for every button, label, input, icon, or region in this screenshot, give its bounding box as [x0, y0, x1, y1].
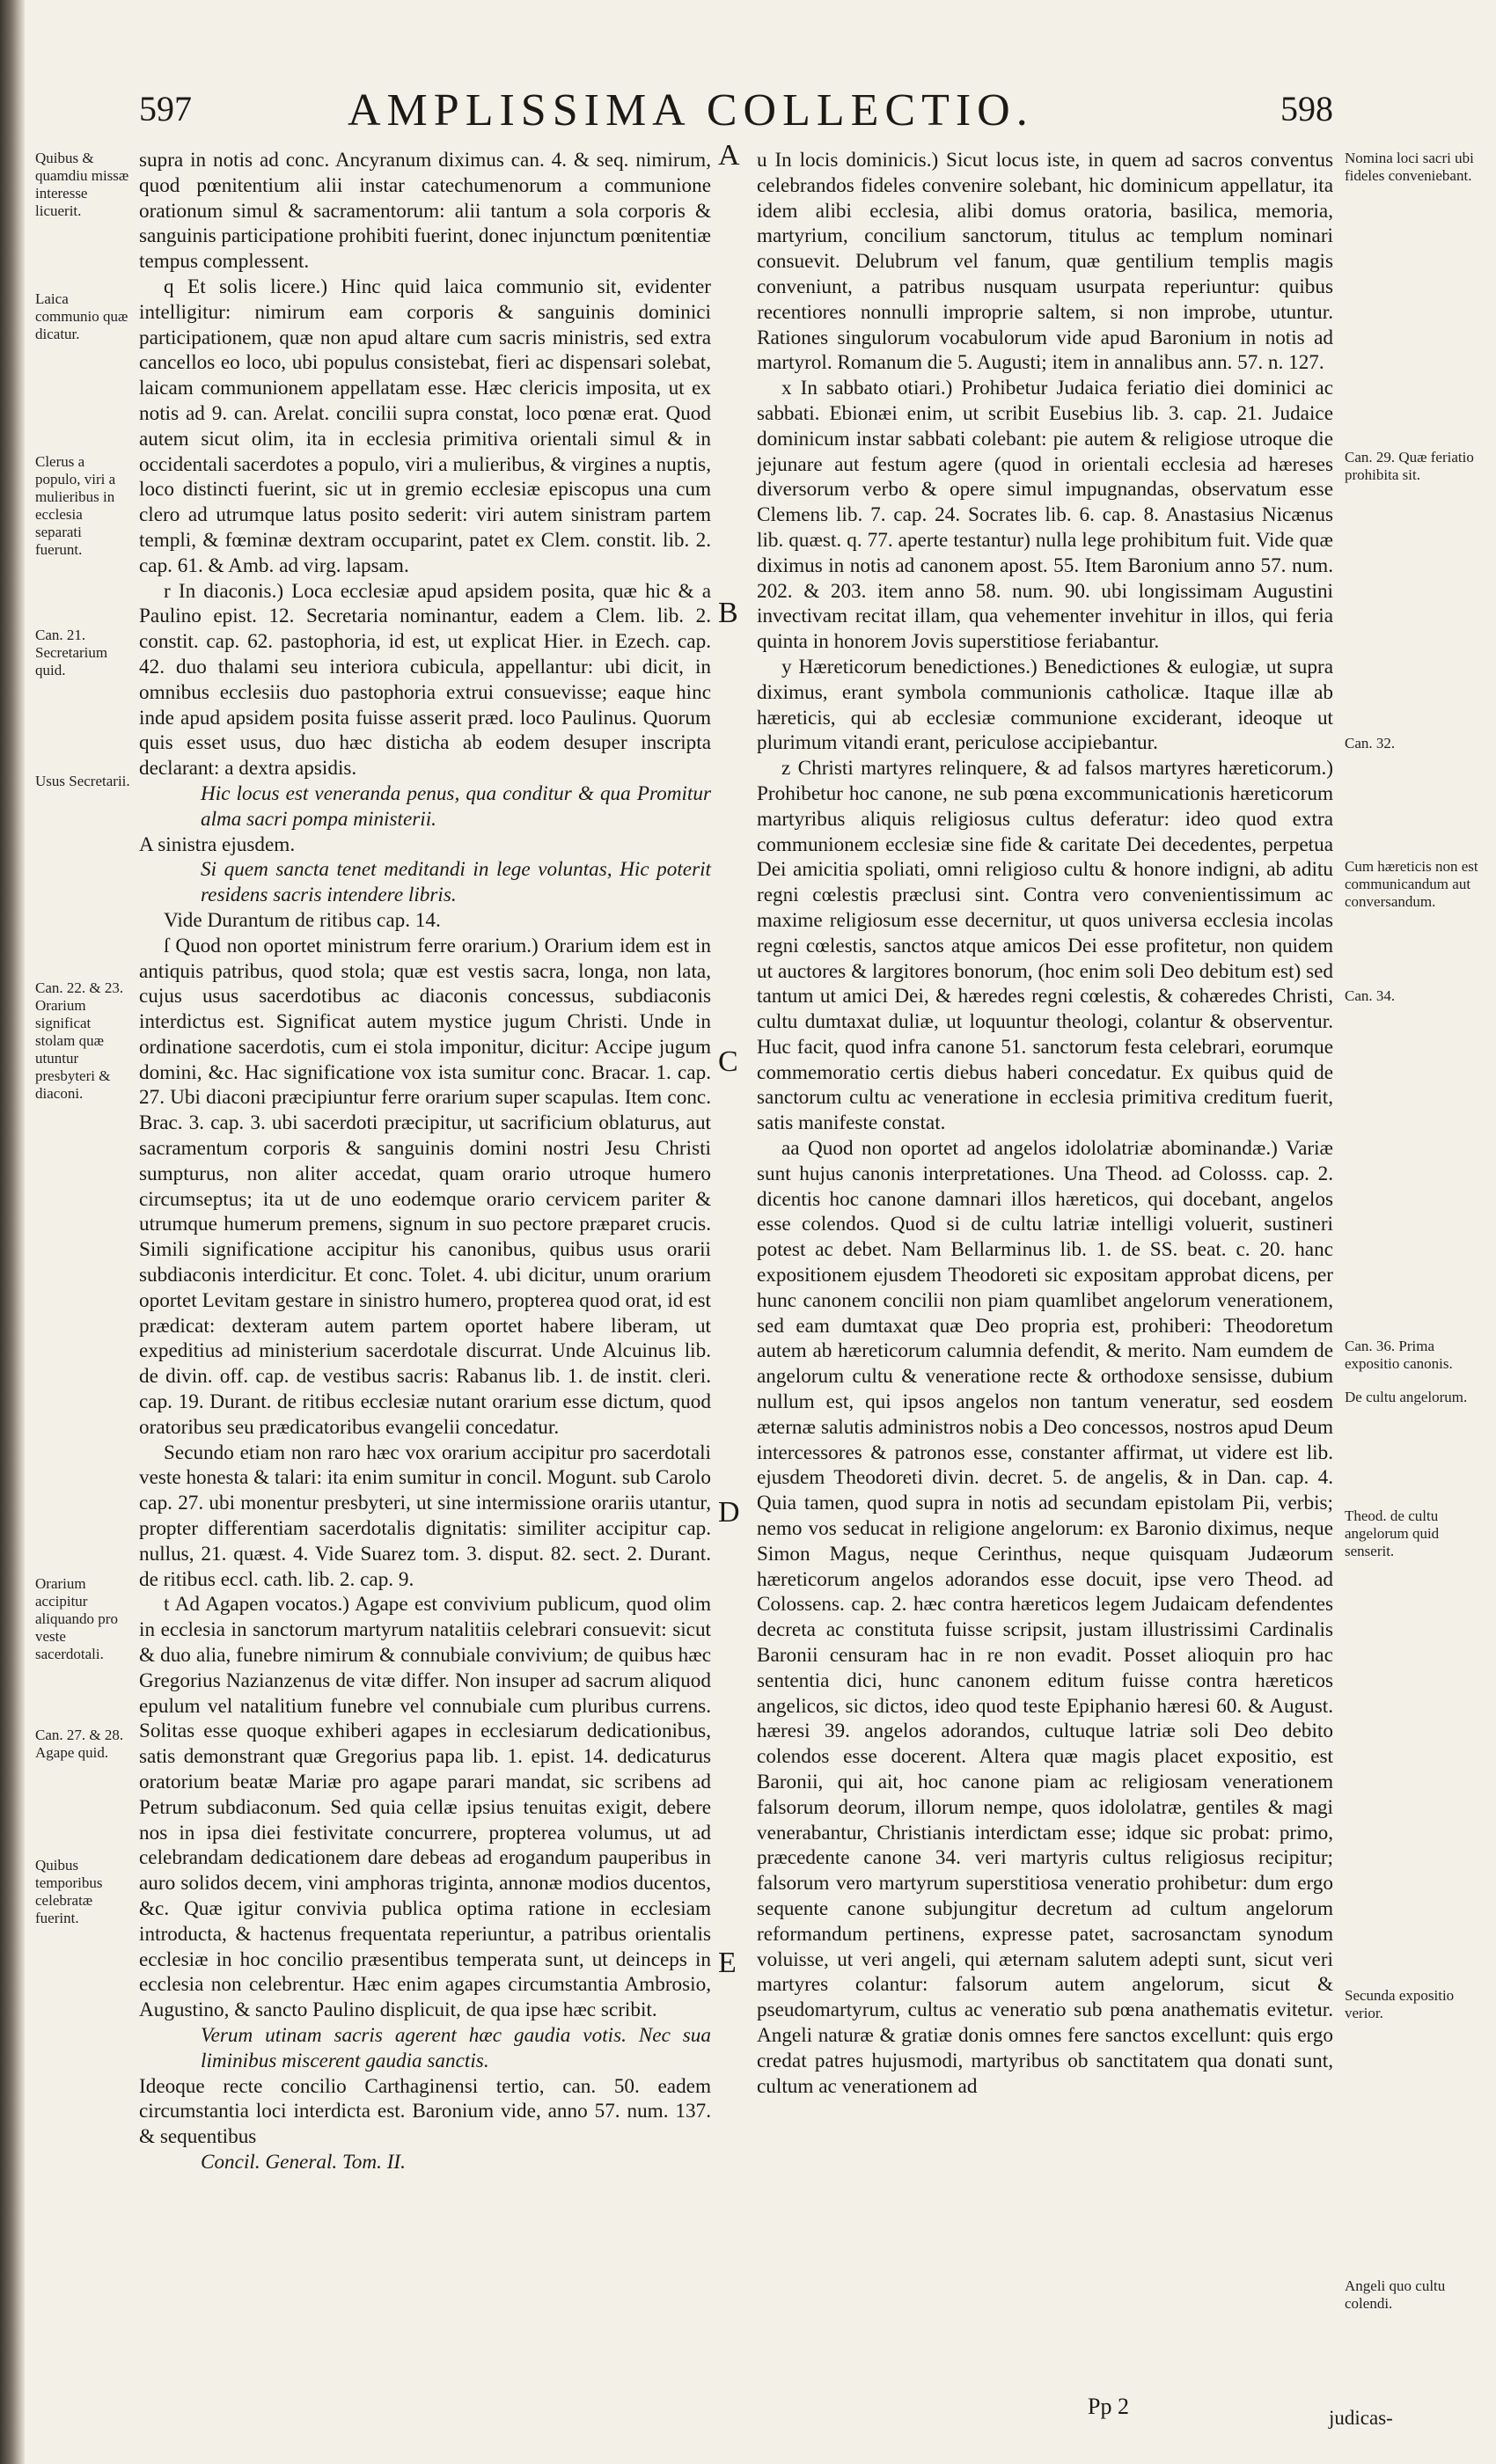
- paragraph: Concil. General. Tom. II.: [201, 2150, 406, 2174]
- paragraph: Ideoque recte concilio Carthaginensi tertio, can. 50. eadem circumstantia loci interdicta est. Baronium vide, anno 57. num. 137. & sequentibus: [139, 2074, 711, 2149]
- paragraph: Secundo etiam non raro hæc vox orarium accipitur pro sacerdotali veste honesta & talari: ita enim sumitur in concil. Mogunt. sub Carolo cap. 27. ubi monentur presbyteri, ut sine intermissione orariis utantur, propter differentiam sacerdotalis dignitatis: similiter accipitur cap. nullus, 21. quæst. 4. Vide Suarez tom. 3. disput. 82. sect. 2. Durant. de ritibus eccl. cath. lib. 2. cap. 9.: [139, 1441, 711, 1591]
- paragraph: Si quem sancta tenet meditandi in lege voluntas, Hic poterit residens sacris intendere libris.: [201, 858, 711, 907]
- signature-mark: Pp 2: [1088, 2394, 1129, 2419]
- paragraph: q Et solis licere.) Hinc quid laica communio sit, evidenter intelligitur: nimirum eam corporis & sanguinis dominici participationem, quæ non apud altare cum sacris ministris, sed extra cancellos eo loco, ubi populus consistebat, fieri ac dispensari solebat, laicam communionem appellatam esse. Hæc clericis imposita, ut ex notis ad 9. can. Arelat. concilii supra constat, loco pœnæ erat. Quod autem sicut olim, ita in ecclesia primitiva orientali simul & in occidentali sacerdotes a populo, viri a mulieribus, & virgines a nuptis, loco distincti fuerint, sic ut in gremio ecclesiæ episcopus una cum clero ad utrumque latus posito sederit: viri autem sinistram partem templi, & fœminæ dextram occuparint, patet ex Clem. constit. lib. 2. cap. 61. & Amb. ad virg. lapsam.: [139, 275, 711, 577]
- margin-note: Can. 29. Quæ feriatio prohibita sit.: [1345, 449, 1474, 483]
- margin-note: Clerus a populo, viri a mulieribus in ecclesia separati fuerunt.: [35, 453, 116, 558]
- section-letter-c: C: [718, 1045, 738, 1078]
- margin-note: Cum hæreticis non est communicandum aut conversandum.: [1345, 858, 1478, 910]
- paragraph: y Hæreticorum benedictiones.) Benedictiones & eulogiæ, ut supra diximus, erant symbola communionis catholicæ. Itaque illæ ab hæreticis, qui ab ecclesiæ communione exciderant, ideoque ut plurimum vitandi erant, periculose accipiebantur.: [757, 655, 1333, 755]
- margin-note: Quibus temporibus celebratæ fuerint.: [35, 1857, 103, 1926]
- paragraph: Vide Durantum de ritibus cap. 14.: [164, 908, 441, 932]
- right-text-column: [757, 148, 1333, 2099]
- paragraph: x In sabbato otiari.) Prohibetur Judaica feriatio diei dominici ac sabbati. Ebionæi enim, ut scribit Eusebius lib. 3. cap. 21. Judaice dominicum instar sabbati colebant: pie autem & religiose utroque die jejunare aut festum agere (quod in orientali ecclesia ad hæreses diversorum verbo & opere simul impugnandas, observatum esse Clemens lib. 7. cap. 24. Socrates lib. 6. cap. 8. Anastasius Nicænus lib. quæst. q. 77. aperte testantur) nulla lege prohibitum fuit. Vide quæ diximus in notis ad canonem apost. 55. Item Baronium anno 57. num. 202. & 203. item anno 58. num. 90. ubi longissimam Augustini invectivam recitat illam, qua vehementer invehitur in illos, qui feria quinta in honorem Jovis superstitiose feriabantur.: [757, 377, 1333, 654]
- margin-note: Angeli quo cultu colendi.: [1345, 2277, 1446, 2312]
- page-number-right: 598: [1280, 89, 1333, 128]
- margin-note: Can. 34.: [1345, 987, 1396, 1004]
- paragraph: u In locis dominicis.) Sicut locus iste, in quem ad sacros conventus celebrandos fideles convenire solebant, hic dominicum appellatur, ita idem alibi ecclesia, alibi domus oratoria, basilica, memoria, martyrium, concilium sanctorum, titulus ac templum nominari consuevit. Delubrum vel fanum, quæ gentilium templis magis conveniunt, a patribus nusquam usurpata reperiuntur: quibus recentiores nonnulli improprie saltem, si non improbe, utuntur. Rationes singulorum vocabulorum vide apud Baronium in notis ad martyrol. Romanum die 5. Augusti; item in annalibus ann. 57. n. 127.: [757, 149, 1333, 375]
- section-letter-b: B: [718, 597, 738, 629]
- paragraph: Verum utinam sacris agerent hæc gaudia votis. Nec sua liminibus miscerent gaudia sanctis.: [201, 2023, 711, 2072]
- section-letter-a: A: [718, 139, 740, 172]
- margin-note: Can. 21. Secretarium quid.: [35, 627, 108, 678]
- margin-note: Theod. de cultu angelorum quid senserit.: [1345, 1507, 1440, 1559]
- margin-note: Can. 22. & 23. Orarium significat stolam quæ utuntur presbyteri & diaconi.: [35, 979, 124, 1102]
- book-gutter: [0, 0, 25, 2464]
- paragraph: Hic locus est veneranda penus, qua conditur & qua Promitur alma sacri pompa ministerii.: [201, 781, 711, 831]
- margin-note: Can. 32.: [1345, 735, 1396, 752]
- catchword: judicas-: [1329, 2407, 1393, 2429]
- margin-note: Orarium accipitur aliquando pro veste sacerdotali.: [35, 1575, 118, 1662]
- paragraph: aa Quod non oportet ad angelos idololatriæ abominandæ.) Variæ sunt hujus canonis interpretationes. Una Theod. ad Colosss. cap. 2. dicentis hoc canone damnari illos hæreticos, qui docebant, angelos esse colendos. Quod si de cultu latriæ intelligi voluerit, sustineri potest ac debet. Nam Bellarminus lib. 1. de SS. beat. c. 20. hanc expositionem ejusdem Theodoreti sic expositam approbat dicens, per hunc canonem concilii non piam quamlibet angelorum venerationem, sed eam dumtaxat quæ Deo propria est, prohiberi: Theodoretum autem ab hæreticorum calumnia defendit, & merito. Nam eumdem de angelorum cultu & veneratione recte & orthodoxe sensisse, dubium nullum est, qui ipsos angelos non tantum veneratur, sed eosdem æternæ salutis administros nobis a Deo concessos, nostros apud Deum intercessores & patronos esse, constanter affirmat, ut videre est lib. ejusdem Theodoreti divin. decret. 5. de angelis, & in Dan. cap. 4. Quia tamen, quod supra in notis ad secundam epistolam Pii, verbis; nemo vos seducat in religione angelorum: ex Baronio diximus, neque Simon Magus, neque Cerinthus, neque quisquam Judæorum hæreticorum angelos adorandos esse docuit, ipse vero Theod. ad Colossens. cap. 2. hæc contra hæreticos legem Judaicam defendentes decreta ac constituta fuisse scripsit, justam illustrissimi Cardinalis Baronii censuram hac in re non evadit. Posset alioquin pro hac sententia dici, hunc canonem editum fuisse contra hæreticos angelicos, sic dictos, ideo quod teste Epiphanio hæresi 60. & August. hæresi 39. angelos adorandos, cultuque latriæ soli Deo debito colendos esse docerent. Altera quæ magis placet expositio, est Baronii, qui ait, hoc canone piam ac religiosam venerationem falsorum deorum, illorum nempe, quos idololatræ, gentiles & magi venerabantur, Christianis interdictam esse; idque sic probat: primo, præcedente canone 34. veri martyris cultus religiosus recipitur; falsorum vero martyrum superstitiosa veneratio prohibetur: dum ergo sequente canone subjungitur decretum ad cultum angelorum reformandum pertinens, expresse patet, sacrosanctam synodum voluisse, ut veri angeli, qui æternam salutem adepti sunt, sicut veri martyres colantur: falsorum autem angelorum, sicut & pseudomartyrum, cultus ac veneratio sub pœna anathematis evitetur. Angeli naturæ & gratiæ donis omnes fere sanctos excellunt: quis ergo credat patres hujusmodi, martyribus ob sanctitatem qua donati sunt, cultum ac venerationem ad: [757, 1137, 1333, 2098]
- paragraph: z Christi martyres relinquere, & ad falsos martyres hæreticorum.) Prohibetur hoc canone, ne sub pœna excommunicationis hæreticorum martyribus aliquis religiosus cultus deferatur: ideo quod extra communionem ecclesiæ sine fide & caritate Dei decedentes, perpetua Dei amicitia spoliati, omni religioso cultu & honore indigni, ab aditu regni cœlestis præclusi sint. Contra vero convenientissimum ac maxime religiosum esse decernitur, ut quos universa ecclesia incolas regni cœlestis, sanctos atque amicos Dei esse profitetur, non quidem ut auctores & largitores bonorum, (hoc enim soli Deo debitum est) sed tantum ut amici Dei, & hæredes regni cœlestis, & cohæredes Christi, cultu dumtaxat duliæ, ut loquuntur theologi, colantur & observentur. Huc facit, quod infra canone 51. sanctorum festa celebrari, eorumque commemoratio certis diebus haberi concedatur. Ex quibus quid de sanctorum cultu ac veneratione in ecclesia primitiva creditum fuerit, satis manifeste constat.: [757, 757, 1333, 1135]
- margin-note: Can. 27. & 28. Agape quid.: [35, 1727, 124, 1761]
- section-letter-d: D: [718, 1496, 740, 1529]
- page-number-left: 597: [139, 89, 192, 128]
- margin-note: Usus Secretarii.: [35, 773, 130, 789]
- margin-note: Quibus & quamdiu missæ interesse licuerit.: [35, 150, 129, 219]
- margin-note: Can. 36. Prima expositio canonis.: [1345, 1338, 1453, 1372]
- margin-note: De cultu angelorum.: [1345, 1389, 1468, 1405]
- left-text-column: [139, 148, 711, 2175]
- margin-note: Laica communio quæ dicatur.: [35, 290, 128, 342]
- running-title: AMPLISSIMA COLLECTIO.: [348, 85, 1034, 136]
- paragraph: A sinistra ejusdem.: [139, 832, 296, 856]
- margin-note: Secunda expositio verior.: [1345, 1987, 1455, 2021]
- paragraph: supra in notis ad conc. Ancyranum diximus can. 4. & seq. nimirum, quod pœnitentium alii instar catechumenorum a communione orationum simul & sacramentorum: alii tantum a sola corporis & sanguinis participatione prohibiti fuerint, donec injunctum pœnitentiæ tempus complessent.: [139, 149, 711, 274]
- paragraph: r In diaconis.) Loca ecclesiæ apud apsidem posita, quæ hic & a Paulino epist. 12. Secretaria nominantur, eadem a Clem. lib. 2. constit. cap. 62. pastophoria, id est, ut explicat Hier. in Ezech. cap. 42. duo thalami seu interiora cubicula, appellantur: ubi dicit, in omnibus ecclesiis duo pastophoria extrui consuevisse; eaque hinc inde apud apsidem posita fuisse asserit præd. loco Paulinus. Quorum quis esset usus, duo hæc disticha ab eodem desuper inscripta declarant: a dextra apsidis.: [139, 579, 711, 781]
- paragraph: ſ Quod non oportet ministrum ferre orarium.) Orarium idem est in antiquis patribus, quod stola; quæ est vestis sacra, longa, non lata, cujus usus sacerdotibus ac diaconis concessus, subdiaconis interdictus est. Significat autem mystice jugum Christi. Unde in ordinatione sacerdotis, cum ei stola imponitur, dicitur: Accipe jugum domini, &c. Hac significatione vox ista sumitur conc. Bracar. 1. cap. 27. Ubi diaconi præcipiuntur ferre orarium super scapulas. Item conc. Brac. 3. cap. 3. ubi sacerdoti præcipitur, ut sacrificium oblaturus, aut sacramentum corporis & sanguinis domini nostri Jesu Christi sumpturus, non aliter accedat, quam orario utroque humero circumseptus; ita ut de uno eodemque orario cervicem pariter & utrumque humerum premens, signum in suo pectore præparet crucis. Simili significatione accipitur his canonibus, quibus usus orarii subdiaconis interdicitur. Et conc. Tolet. 4. ubi dicitur, unum orarium oportet Levitam gestare in sinistro humero, propterea quod orat, id est prædicat: dexteram autem partem oportet habere liberam, ut expeditius ad ministerium sacerdotale discurrat. Unde Alcuinus lib. de divin. off. cap. de vestibus sacris: Rabanus lib. 1. de instit. cleri. cap. 19. Durant. de ritibus ecclesiæ nutant orarium esse dictum, quod oratoribus seu prædicatoribus evangelii concedatur.: [139, 934, 711, 1439]
- paragraph: t Ad Agapen vocatos.) Agape est convivium publicum, quod olim in ecclesia in sanctorum martyrum natalitiis celebrari consuevit: sicut & duo alia, funebre nimirum & connubiale convivium; de quibus hæc Gregorius Nazianzenus de vitæ differ. Non insuper ad sacrum aliquod epulum vel natalitium funebre vel connubiale cum pluribus currens. Solitas esse quoque exhiberi agapes in ecclesiarum dedicationibus, satis demonstrant quæ Gregorius papa lib. 1. epist. 14. dedicaturus oratorium beatæ Mariæ pro agape parari mandat, sic scribens ad Petrum subdiaconum. Sed quia cellæ ipsius tenuitas exigit, debere nos in ipsa diei festivitate concurrere, propterea volumus, ut ad celebrandam dedicationem dare debeas ad erogandum pauperibus in auro solidos decem, vini amphoras triginta, annonæ modios ducentos, &c. Quæ igitur convivia publica optima ratione in ecclesiam introducta, & hactenus frequentata reperiuntur, a patribus orientalis ecclesiæ in hoc concilio præsentibus temperata sunt, ut deinceps in ecclesia non celebrentur. Hæc enim agapes circumstantia Ambrosio, Augustino, & sancto Paulino displicuit, de qua ipse hæc scribit.: [139, 1593, 711, 2022]
- section-letter-e: E: [718, 1947, 737, 1979]
- margin-note: Nomina loci sacri ubi fideles conveniebant.: [1345, 150, 1474, 184]
